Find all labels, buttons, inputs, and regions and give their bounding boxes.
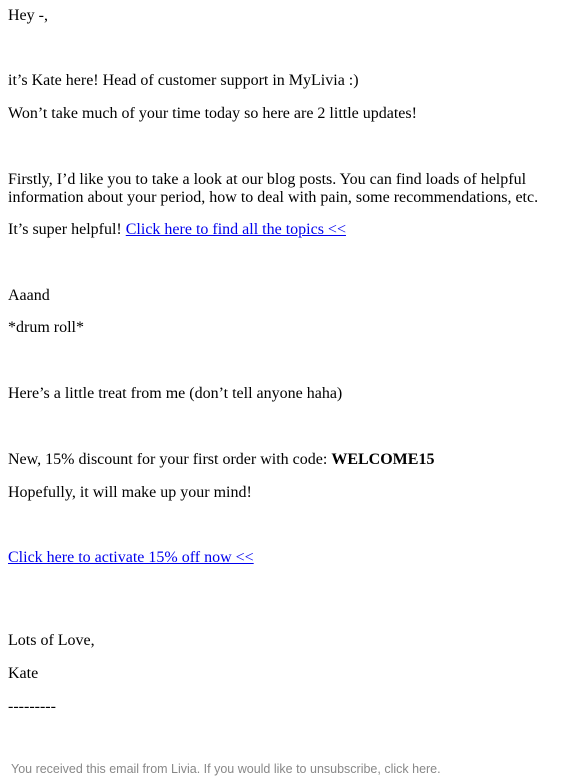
helpful-line bbox=[8, 221, 572, 239]
treat-text: Here’s a little treat from me (don’t tell anyone haha) bbox=[8, 385, 343, 402]
drum-roll-text: *drum roll* bbox=[8, 319, 84, 336]
topics-link[interactable]: Click here to find all the topics << bbox=[125, 221, 346, 238]
aaand-text: Aaand bbox=[8, 287, 50, 304]
discount-line bbox=[8, 451, 572, 469]
helpful-text: It’s super helpful! bbox=[8, 221, 126, 238]
sign-off: Lots of Love, bbox=[8, 632, 95, 649]
updates-text: Won’t take much of your time today so here are 2 little updates! bbox=[8, 105, 417, 122]
discount-text: New, 15% discount for your first order with code: bbox=[8, 451, 332, 468]
activate-line bbox=[8, 549, 572, 567]
greeting: Hey -, bbox=[8, 7, 48, 24]
activate-discount-link[interactable]: Click here to activate 15% off now << bbox=[8, 549, 254, 566]
blog-paragraph: Firstly, I’d like you to take a look at our blog posts. You can find loads of helpful information about your period, how to deal with pain, some recommendations, etc. bbox=[8, 171, 539, 206]
signature: Kate bbox=[8, 665, 39, 682]
hopefully-text: Hopefully, it will make up your mind! bbox=[8, 484, 252, 501]
intro-text: it’s Kate here! Head of customer support in MyLivia :) bbox=[8, 72, 359, 89]
separator: --------- bbox=[8, 698, 56, 715]
discount-code: WELCOME15 bbox=[331, 451, 435, 468]
unsubscribe-footer[interactable]: You received this email from Livia. If you would like to unsubscribe, click here. bbox=[11, 762, 441, 776]
